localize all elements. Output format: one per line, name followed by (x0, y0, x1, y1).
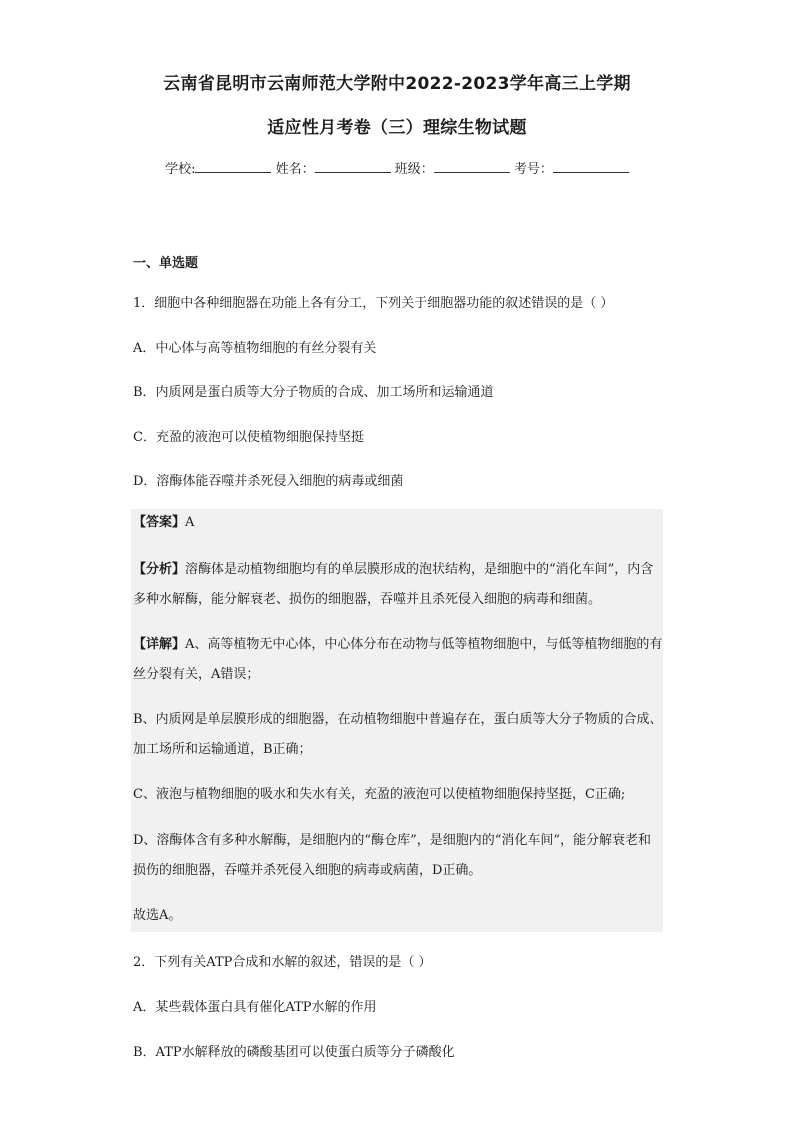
name-blank[interactable] (315, 160, 391, 173)
section-title: 一、单选题 (133, 256, 199, 271)
q1-detail-d: D、溶酶体含有多种水解酶，是细胞内的“酶仓库”，是细胞内的“消化车间”，能分解衰老和损伤的细胞器，吞噬并杀死侵入细胞的病毒或病菌，D正确。 (133, 833, 652, 878)
analysis-text: 溶酶体是动植物细胞均有的单层膜形成的泡状结构，是细胞中的“消化车间”，内含多种水解酶，能分解衰老、损伤的细胞器，吞噬并且杀死侵入细胞的病毒和细菌。 (133, 562, 654, 607)
class-label: 班级： (394, 162, 434, 177)
title-line-1: 云南省昆明市云南师范大学附中2022-2023学年高三上学期 (163, 74, 631, 94)
student-info-row (0, 158, 794, 177)
exam-number-label: 考号： (513, 162, 553, 177)
title-line-2: 适应性月考卷（三）理综生物试题 (267, 118, 527, 138)
q1-option-b: B．内质网是蛋白质等大分子物质的合成、加工场所和运输通道 (133, 385, 494, 400)
q1-analysis (133, 555, 663, 615)
q1-option-d: D．溶酶体能吞噬并杀死侵入细胞的病毒或细菌 (133, 474, 404, 489)
exam-number-blank[interactable] (553, 160, 629, 173)
q1-detail-a (133, 630, 663, 690)
q1-detail-c: C、液泡与植物细胞的吸水和失水有关，充盈的液泡可以使植物细胞保持坚挺，C正确; (133, 787, 626, 802)
q2-option-a: A．某些载体蛋白具有催化ATP水解的作用 (133, 1000, 377, 1015)
q2-stem: 2．下列有关ATP合成和水解的叙述，错误的是（ ） (133, 955, 432, 970)
answer-value: A (185, 515, 195, 530)
q1-conclusion: 故选A。 (133, 908, 182, 923)
q2-option-b: B．ATP水解释放的磷酸基团可以使蛋白质等分子磷酸化 (133, 1045, 455, 1060)
q1-option-a: A．中心体与高等植物细胞的有丝分裂有关 (133, 341, 377, 356)
analysis-tag: 【分析】 (133, 562, 186, 577)
q1-detail-b: B、内质网是单层膜形成的细胞器，在动植物细胞中普遍存在，蛋白质等大分子物质的合成、加工场所和运输通道，B正确； (133, 712, 663, 757)
school-label: 学校: (165, 162, 196, 177)
detail-a-text: A、高等植物无中心体，中心体分布在动物与低等植物细胞中，与低等植物细胞的有丝分裂有关，A错误； (133, 637, 663, 682)
q1-answer (133, 508, 663, 538)
q1-stem: 1．细胞中各种细胞器在功能上各有分工，下列关于细胞器功能的叙述错误的是（ ） (133, 296, 614, 311)
class-blank[interactable] (434, 160, 510, 173)
q1-option-c: C．充盈的液泡可以使植物细胞保持坚挺 (133, 430, 364, 445)
name-label: 姓名： (275, 162, 315, 177)
detail-tag: 【详解】 (133, 637, 186, 652)
answer-tag: 【答案】 (133, 515, 186, 530)
school-blank[interactable] (195, 160, 271, 173)
